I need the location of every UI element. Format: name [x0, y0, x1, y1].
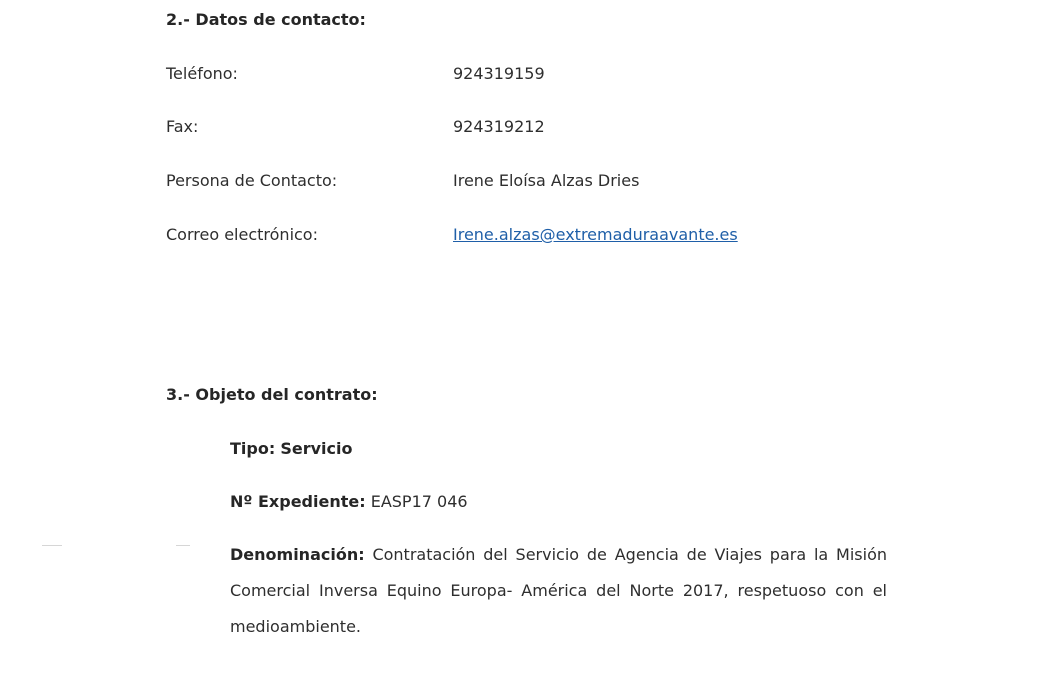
- denominacion-label: Denominación:: [230, 545, 365, 564]
- tipo-value: Servicio: [280, 439, 353, 458]
- tipo-label: Tipo:: [230, 439, 276, 458]
- section-3-heading: 3.- Objeto del contrato:: [166, 385, 378, 404]
- email-label: Correo electrónico:: [166, 225, 318, 244]
- phone-value: 924319159: [453, 64, 545, 83]
- scan-artifact: [42, 545, 62, 546]
- email-value: [453, 225, 738, 244]
- contact-person-value: Irene Eloísa Alzas Dries: [453, 171, 640, 190]
- fax-label: Fax:: [166, 117, 199, 136]
- expediente-value: EASP17 046: [370, 492, 468, 511]
- section-2-heading: 2.- Datos de contacto:: [166, 10, 366, 29]
- contact-person-label: Persona de Contacto:: [166, 171, 338, 190]
- tipo-item: [230, 439, 352, 458]
- expediente-label: Nº Expediente:: [230, 492, 366, 511]
- denominacion-text: Contratación del Servicio de Agencia de Viajes para la Misión Comercial Inversa Equino Europa- América del Norte 2017, respetuoso con el medioambiente.: [230, 545, 887, 636]
- phone-label: Teléfono:: [166, 64, 238, 83]
- email-link[interactable]: Irene.alzas@extremaduraavante.es: [453, 225, 738, 244]
- fax-value: 924319212: [453, 117, 545, 136]
- denominacion-paragraph: [230, 537, 887, 645]
- scan-artifact: [176, 545, 190, 546]
- expediente-item: [230, 492, 468, 511]
